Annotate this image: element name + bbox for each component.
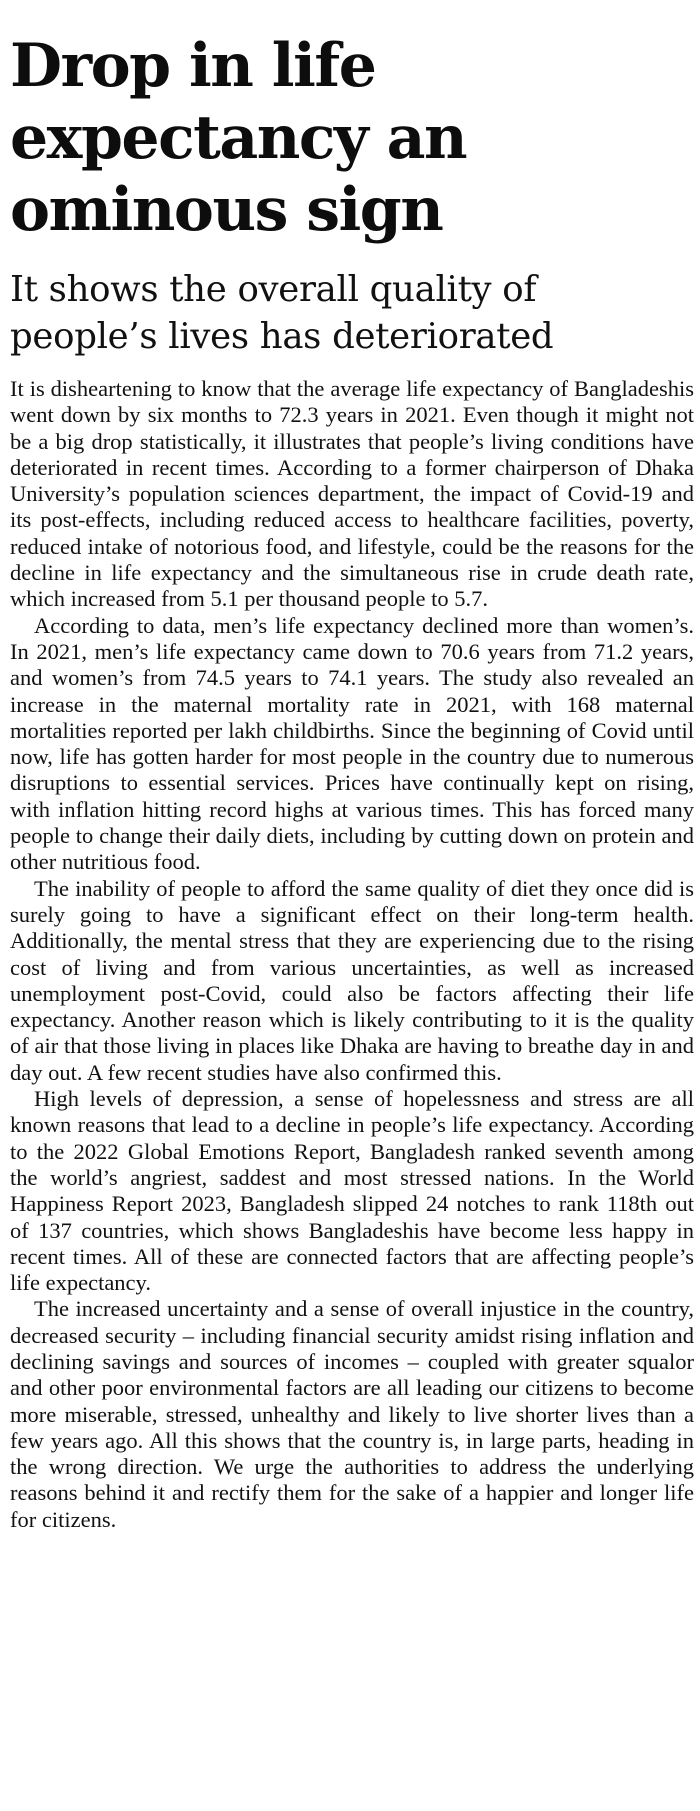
body-paragraph: According to data, men’s life expectancy declined more than women’s. In 2021, men’s life expectancy came down to 70.6 years from 71.2 years, and women’s from 74.5 years to 74.1 years. The study also revealed an increase in the maternal mortality rate in 2021, with 168 maternal mortalities reported per lakh childbirths. Since the beginning of Covid until now, life has gotten harder for most people in the country due to numerous disruptions to essential services. Prices have continually kept on rising, with inflation hitting record highs at various times. This has forced many people to change their daily diets, including by cutting down on protein and other nutritious food. bbox=[10, 612, 694, 875]
subheadline: It shows the overall quality of people’s lives has deteriorated bbox=[10, 269, 554, 357]
body-paragraph: The increased uncertainty and a sense of overall injustice in the country, decreased security – including financial security amidst rising inflation and declining savings and sources of incomes – coupled with greater squalor and other poor environmental factors are all leading our citizens to become more miserable, stressed, unhealthy and likely to live shorter lives than a few years ago. All this shows that the country is, in large parts, heading in the wrong direction. We urge the authorities to address the underlying reasons behind it and rectify them for the sake of a happier and longer life for citizens. bbox=[10, 1296, 694, 1532]
body-paragraph: It is disheartening to know that the average life expectancy of Bangladeshis went down by six months to 72.3 years in 2021. Even though it might not be a big drop statistically, it illustrates that people’s living conditions have deteriorated in recent times. According to a former chairperson of Dhaka University’s population sciences department, the impact of Covid-19 and its post-effects, including reduced access to healthcare facilities, poverty, reduced intake of notorious food, and lifestyle, could be the reasons for the decline in life expectancy and the simultaneous rise in crude death rate, which increased from 5.1 per thousand people to 5.7. bbox=[10, 376, 694, 612]
headline: Drop in life expectancy an ominous sign bbox=[10, 31, 467, 245]
article-body bbox=[10, 376, 694, 1533]
body-paragraph: The inability of people to afford the same quality of diet they once did is surely going to have a significant effect on their long-term health. Additionally, the mental stress that they are experiencing due to the rising cost of living and from various uncertainties, as well as increased unemployment post-Covid, could also be factors affecting their life expectancy. Another reason which is likely contributing to it is the quality of air that those living in places like Dhaka are having to breathe day in and day out. A few recent studies have also confirmed this. bbox=[10, 875, 694, 1085]
body-paragraph: High levels of depression, a sense of hopelessness and stress are all known reasons that lead to a decline in people’s life expectancy. According to the 2022 Global Emotions Report, Bangladesh ranked seventh among the world’s angriest, saddest and most stressed nations. In the World Happiness Report 2023, Bangladesh slipped 24 notches to rank 118th out of 137 countries, which shows Bangladeshis have become less happy in recent times. All of these are connected factors that are affecting people’s life expectancy. bbox=[10, 1086, 694, 1296]
